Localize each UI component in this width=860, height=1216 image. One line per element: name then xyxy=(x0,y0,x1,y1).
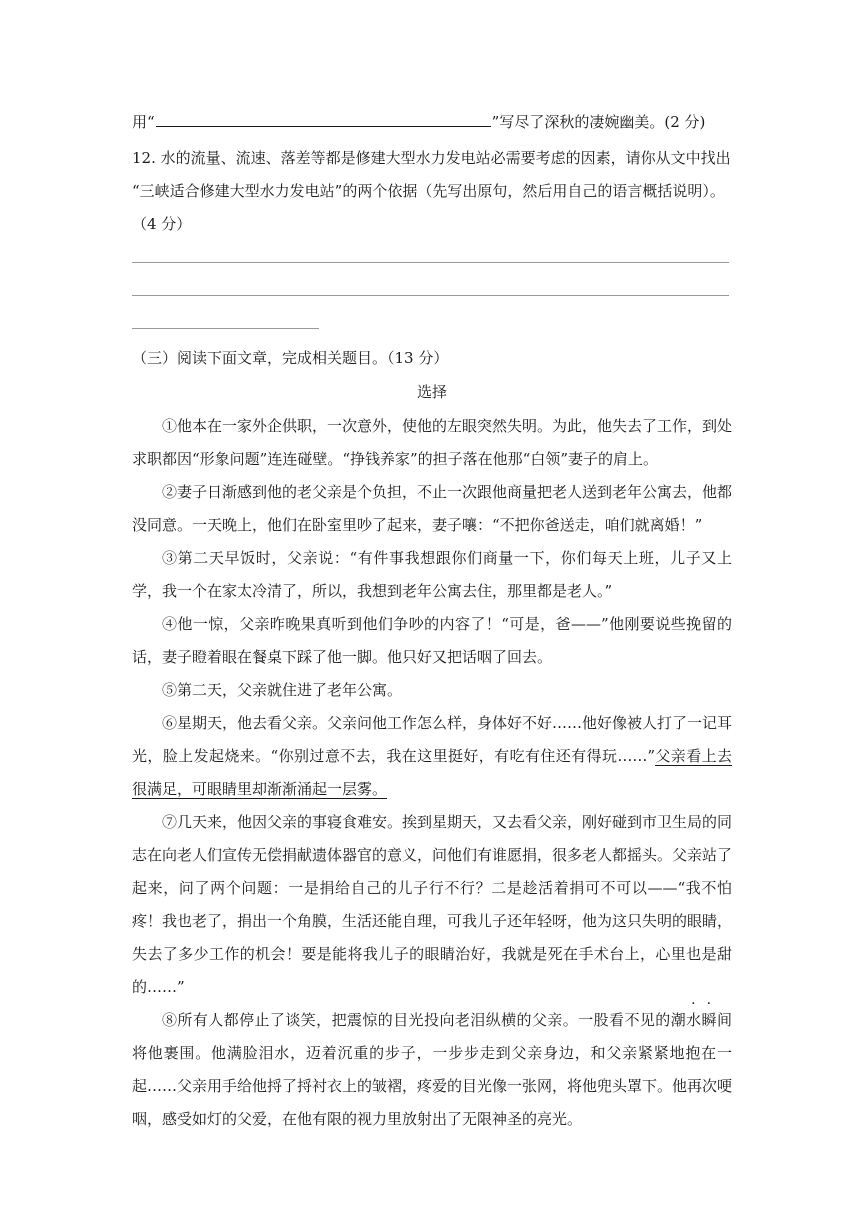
question-11-tail xyxy=(132,112,705,132)
article-title: 选择 xyxy=(416,383,447,401)
answer-blank[interactable] xyxy=(156,112,491,127)
question-12-line-2: “三峡适合修建大型水力发电站”的两个依据（先写出原句，然后用自己的语言概括说明）。 xyxy=(132,182,725,200)
paragraph-7: ⑦几天来，他因父亲的事寝食难安。挨到星期天，又去看父亲，刚好碰到市卫生局的同志在向老人们宣传无偿捐献遗体器官的意义，问他们有谁愿捐，很多老人都摇头。父亲站了起来，问了两个问题：一是捐给自己的儿子行不行？二是趁活着捐可不可以——“我不怕疼！我也老了，捐出一个角膜，生活还能自理，可我儿子还年轻呀，他为这只失明的眼睛，失去了多少工作的机会！要是能将我儿子的眼睛治好，我就是死在手术台上，心里也是甜的……” xyxy=(132,813,733,996)
paragraph-8-text-b: 瞬间将他裹围。他满脸泪水，迈着沉重的步子，一步步走到父亲身边，和父亲紧紧地抱在一起……父亲用手给他捋了捋衬衣上的皱褶，疼爱的目光像一张网，将他兜头罩下。他再次哽咽，感受如灯的父爱，在他有限的视力里放射出了无限神圣的亮光。 xyxy=(132,1011,733,1128)
paragraph-3: ③第二天早饭时，父亲说：“有件事我想跟你们商量一下，你们每天上班，儿子又上学，我一个在家太冷清了，所以，我想到老年公寓去住，那里都是老人。” xyxy=(132,549,732,600)
dotted-char-2: 水 xyxy=(686,1011,702,1029)
answer-line-2[interactable] xyxy=(132,295,729,296)
paragraph-8-text-a: ⑧所有人都停止了谈笑，把震惊的目光投向老泪纵横的父亲。一股看不见的 xyxy=(162,1011,671,1029)
question-12-line-3: （4 分） xyxy=(132,215,192,233)
question-12-line-1: 12. 水的流量、流速、落差等都是修建大型水力发电站必需要考虑的因素，请你从文中找出 xyxy=(132,149,731,167)
section-3-heading: （三）阅读下面文章，完成相关题目。（13 分） xyxy=(132,349,449,367)
paragraph-5: ⑤第二天，父亲就住进了老年公寓。 xyxy=(162,681,403,699)
paragraph-8 xyxy=(132,1004,732,1136)
paragraph-6-text: ⑥星期天，他去看父亲。父亲问他工作怎么样，身体好不好……他好像被人打了一记耳光，脸上发起烧来。“你别过意不去，我在这里挺好，有吃有住还有得玩……” xyxy=(132,714,733,765)
q11-prefix: 用“ xyxy=(132,113,155,131)
q11-suffix: ”写尽了深秋的凄婉幽美。(2 分) xyxy=(491,113,706,131)
answer-line-3[interactable] xyxy=(132,328,319,329)
underlined-sentence: 父亲看上去很满足，可眼睛里却渐渐涌起一层雾。 xyxy=(132,747,732,798)
paragraph-6 xyxy=(132,707,732,806)
dotted-char-1: 潮 xyxy=(670,1011,687,1029)
answer-line-1[interactable] xyxy=(132,262,729,263)
paragraph-4: ④他一惊，父亲昨晚果真听到他们争吵的内容了！“可是，爸——”他刚要说些挽留的话，妻子瞪着眼在餐桌下踩了他一脚。他只好又把话咽了回去。 xyxy=(132,615,732,666)
paragraph-1: ①他本在一家外企供职，一次意外，使他的左眼突然失明。为此，他失去了工作，到处求职都因“形象问题”连连碰壁。“挣钱养家”的担子落在他那“白领”妻子的肩上。 xyxy=(132,417,733,468)
paragraph-2: ②妻子日渐感到他的老父亲是个负担，不止一次跟他商量把老人送到老年公寓去，他都没同意。一天晚上，他们在卧室里吵了起来，妻子嚷：“不把你爸送走，咱们就离婚！” xyxy=(132,483,733,534)
